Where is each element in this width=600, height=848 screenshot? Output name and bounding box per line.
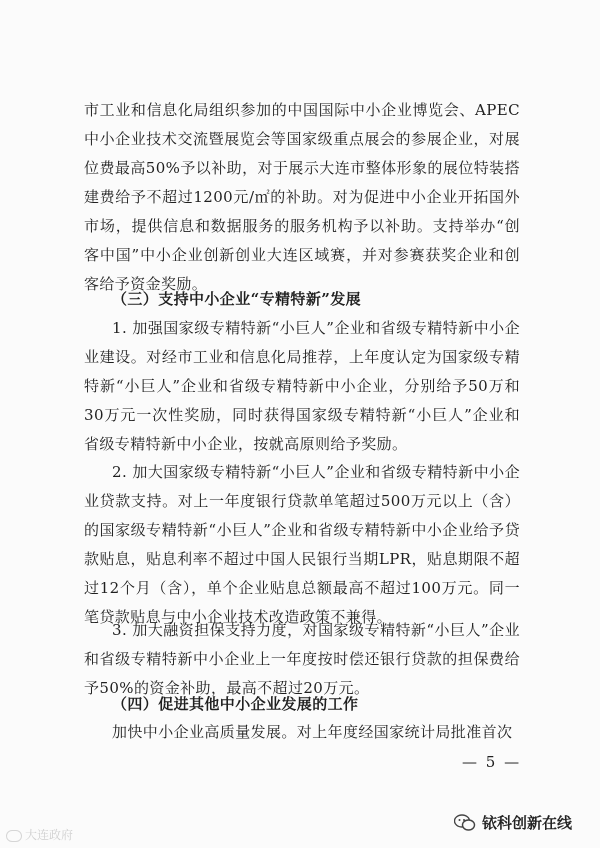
watermark-left xyxy=(6,826,73,843)
wechat-icon xyxy=(454,814,476,832)
paragraph-item-1: 1. 加强国家级专精特新“小巨人”企业和省级专精特新中小企业建设。对经市工业和信息化局推荐，上年度认定为国家级专精特新“小巨人”企业和省级专精特新中小企业，分别给予50万和30万元一次性奖励，同时获得国家级专精特新“小巨人”企业和省级专精特新中小企业，按就高原则给予奖励。 xyxy=(84,319,520,453)
paragraph-item-2: 2. 加大国家级专精特新“小巨人”企业和省级专精特新中小企业贷款支持。对上一年度银行贷款单笔超过500万元以上（含）的国家级专精特新“小巨人”企业和省级专精特新中小企业给予贷款贴息，贴息利率不超过中国人民银行当期LPR，贴息期限不超过12个月（含），单个企业贴息总额最高不超过100万元。同一笔贷款贴息与中小企业技术改造政策不兼得。 xyxy=(84,463,520,626)
section-heading-4: （四）促进其他中小企业发展的工作 xyxy=(112,695,359,713)
paragraph-exhibition-subsidy: 市工业和信息化局组织参加的中国国际中小企业博览会、APEC中小企业技术交流暨展览会等国家级重点展会的参展企业，对展位费最高50%予以补助，对于展示大连市整体形象的展位特装搭建费给予不超过1200元/㎡的补助。对为促进中小企业开拓国外市场，提供信息和数据服务的服务机构予以补助。支持举办“创客中国”中小企业创新创业大连区域赛，并对参赛获奖企业和创客给予资金奖励。 xyxy=(84,101,520,293)
paragraph-item-3: 3. 加大融资担保支持力度，对国家级专精特新“小巨人”企业和省级专精特新中小企业上一年度按时偿还银行贷款的担保费给予50%的资金补助，最高不超过20万元。 xyxy=(84,621,520,697)
watermark-right-text: 铱科创新在线 xyxy=(482,814,573,832)
weibo-icon xyxy=(6,830,22,842)
section-heading-3: （三）支持中小企业“专精特新”发展 xyxy=(112,290,362,308)
watermark-left-text: 大连政府 xyxy=(25,828,74,842)
paragraph-continued: 加快中小企业高质量发展。对上年度经国家统计局批准首次 xyxy=(112,723,513,741)
page-number: — 5 — xyxy=(462,753,522,771)
watermark-right xyxy=(454,812,572,833)
